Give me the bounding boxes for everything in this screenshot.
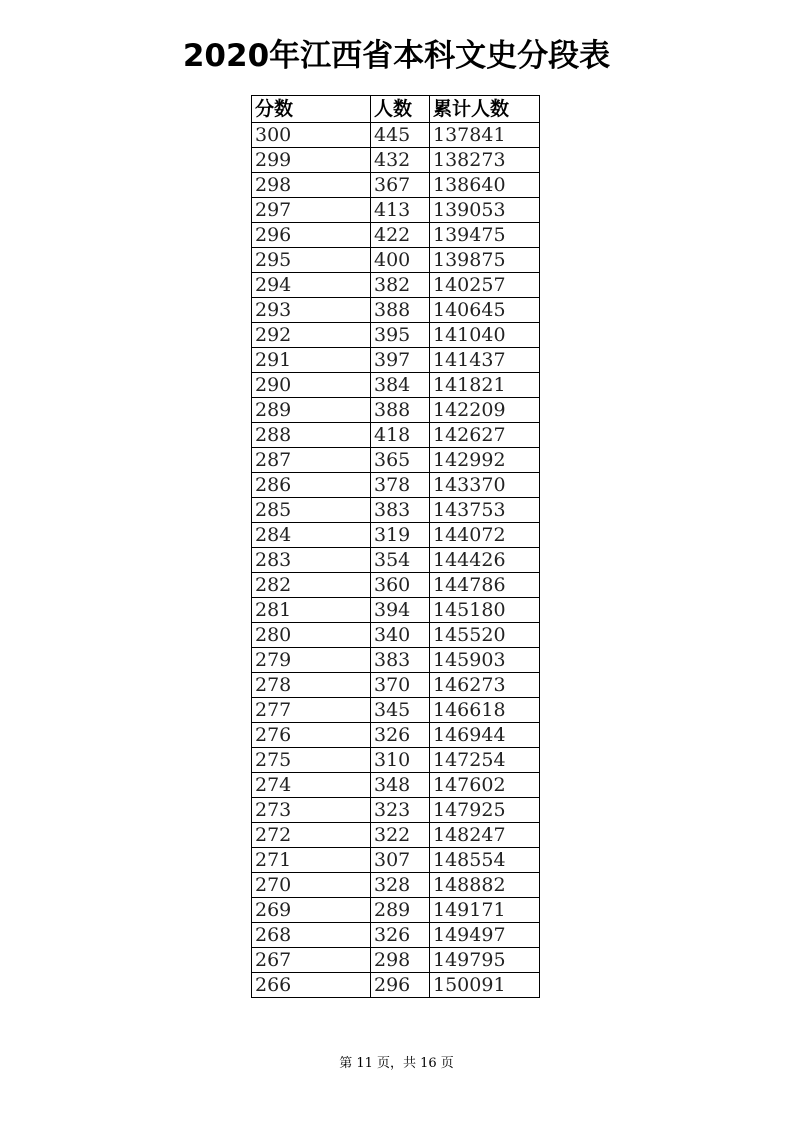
table-row bbox=[252, 198, 540, 223]
cell-score: 280 bbox=[252, 623, 371, 648]
cell-count: 383 bbox=[371, 498, 430, 523]
table-row bbox=[252, 923, 540, 948]
table-row bbox=[252, 173, 540, 198]
cell-score: 284 bbox=[252, 523, 371, 548]
table-row bbox=[252, 948, 540, 973]
cell-cumulative: 144786 bbox=[430, 573, 540, 598]
table-row bbox=[252, 248, 540, 273]
table-row bbox=[252, 848, 540, 873]
cell-cumulative: 139053 bbox=[430, 198, 540, 223]
cell-count: 345 bbox=[371, 698, 430, 723]
cell-count: 298 bbox=[371, 948, 430, 973]
cell-score: 273 bbox=[252, 798, 371, 823]
cell-cumulative: 146944 bbox=[430, 723, 540, 748]
cell-score: 269 bbox=[252, 898, 371, 923]
cell-count: 326 bbox=[371, 723, 430, 748]
cell-count: 432 bbox=[371, 148, 430, 173]
cell-count: 394 bbox=[371, 598, 430, 623]
cell-cumulative: 140257 bbox=[430, 273, 540, 298]
table-row bbox=[252, 498, 540, 523]
cell-score: 288 bbox=[252, 423, 371, 448]
cell-score: 267 bbox=[252, 948, 371, 973]
table-row bbox=[252, 548, 540, 573]
cell-count: 365 bbox=[371, 448, 430, 473]
cell-score: 272 bbox=[252, 823, 371, 848]
table-row bbox=[252, 348, 540, 373]
cell-cumulative: 138640 bbox=[430, 173, 540, 198]
header-score: 分数 bbox=[252, 96, 371, 123]
cell-cumulative: 143753 bbox=[430, 498, 540, 523]
cell-count: 370 bbox=[371, 673, 430, 698]
cell-count: 323 bbox=[371, 798, 430, 823]
table-header bbox=[252, 96, 540, 123]
cell-score: 293 bbox=[252, 298, 371, 323]
table-row bbox=[252, 323, 540, 348]
cell-count: 360 bbox=[371, 573, 430, 598]
cell-cumulative: 147925 bbox=[430, 798, 540, 823]
cell-cumulative: 142627 bbox=[430, 423, 540, 448]
table-row bbox=[252, 748, 540, 773]
cell-score: 298 bbox=[252, 173, 371, 198]
cell-score: 283 bbox=[252, 548, 371, 573]
cell-cumulative: 142992 bbox=[430, 448, 540, 473]
cell-cumulative: 145180 bbox=[430, 598, 540, 623]
header-count: 人数 bbox=[371, 96, 430, 123]
cell-score: 297 bbox=[252, 198, 371, 223]
cell-count: 400 bbox=[371, 248, 430, 273]
table-row bbox=[252, 448, 540, 473]
cell-score: 289 bbox=[252, 398, 371, 423]
cell-cumulative: 147254 bbox=[430, 748, 540, 773]
cell-count: 388 bbox=[371, 398, 430, 423]
cell-score: 290 bbox=[252, 373, 371, 398]
cell-cumulative: 148247 bbox=[430, 823, 540, 848]
table-row bbox=[252, 623, 540, 648]
cell-score: 282 bbox=[252, 573, 371, 598]
cell-count: 289 bbox=[371, 898, 430, 923]
cell-count: 340 bbox=[371, 623, 430, 648]
table-row bbox=[252, 573, 540, 598]
cell-score: 299 bbox=[252, 148, 371, 173]
cell-score: 294 bbox=[252, 273, 371, 298]
cell-score: 300 bbox=[252, 123, 371, 148]
cell-score: 279 bbox=[252, 648, 371, 673]
cell-count: 382 bbox=[371, 273, 430, 298]
cell-cumulative: 141040 bbox=[430, 323, 540, 348]
table-row bbox=[252, 898, 540, 923]
cell-score: 275 bbox=[252, 748, 371, 773]
cell-count: 388 bbox=[371, 298, 430, 323]
table-row bbox=[252, 148, 540, 173]
cell-count: 378 bbox=[371, 473, 430, 498]
cell-count: 418 bbox=[371, 423, 430, 448]
cell-count: 310 bbox=[371, 748, 430, 773]
cell-cumulative: 145903 bbox=[430, 648, 540, 673]
table-row bbox=[252, 673, 540, 698]
cell-count: 413 bbox=[371, 198, 430, 223]
cell-cumulative: 141437 bbox=[430, 348, 540, 373]
cell-cumulative: 149497 bbox=[430, 923, 540, 948]
cell-count: 422 bbox=[371, 223, 430, 248]
table-row bbox=[252, 273, 540, 298]
cell-cumulative: 149171 bbox=[430, 898, 540, 923]
cell-count: 383 bbox=[371, 648, 430, 673]
cell-count: 354 bbox=[371, 548, 430, 573]
table-row bbox=[252, 598, 540, 623]
table-row bbox=[252, 523, 540, 548]
cell-count: 296 bbox=[371, 973, 430, 998]
cell-cumulative: 146273 bbox=[430, 673, 540, 698]
table-row bbox=[252, 648, 540, 673]
table-row bbox=[252, 723, 540, 748]
cell-count: 322 bbox=[371, 823, 430, 848]
cell-score: 270 bbox=[252, 873, 371, 898]
table-row bbox=[252, 223, 540, 248]
table-row bbox=[252, 823, 540, 848]
table-row bbox=[252, 773, 540, 798]
cell-cumulative: 148554 bbox=[430, 848, 540, 873]
table-row bbox=[252, 123, 540, 148]
table-row bbox=[252, 473, 540, 498]
cell-count: 395 bbox=[371, 323, 430, 348]
table-row bbox=[252, 423, 540, 448]
cell-cumulative: 143370 bbox=[430, 473, 540, 498]
cell-cumulative: 144072 bbox=[430, 523, 540, 548]
cell-score: 292 bbox=[252, 323, 371, 348]
cell-cumulative: 150091 bbox=[430, 973, 540, 998]
table-row bbox=[252, 873, 540, 898]
table-row bbox=[252, 973, 540, 998]
table-row bbox=[252, 398, 540, 423]
cell-score: 286 bbox=[252, 473, 371, 498]
cell-count: 319 bbox=[371, 523, 430, 548]
cell-score: 291 bbox=[252, 348, 371, 373]
cell-score: 278 bbox=[252, 673, 371, 698]
cell-count: 384 bbox=[371, 373, 430, 398]
cell-cumulative: 147602 bbox=[430, 773, 540, 798]
cell-score: 295 bbox=[252, 248, 371, 273]
table-row bbox=[252, 698, 540, 723]
cell-cumulative: 139475 bbox=[430, 223, 540, 248]
cell-score: 268 bbox=[252, 923, 371, 948]
cell-score: 285 bbox=[252, 498, 371, 523]
cell-cumulative: 141821 bbox=[430, 373, 540, 398]
cell-cumulative: 138273 bbox=[430, 148, 540, 173]
page-title: 2020年江西省本科文史分段表 bbox=[182, 38, 611, 74]
header-cumulative: 累计人数 bbox=[430, 96, 540, 123]
table-body bbox=[252, 123, 540, 998]
cell-score: 266 bbox=[252, 973, 371, 998]
cell-cumulative: 148882 bbox=[430, 873, 540, 898]
table-row bbox=[252, 373, 540, 398]
table-row bbox=[252, 298, 540, 323]
table-row bbox=[252, 798, 540, 823]
cell-count: 307 bbox=[371, 848, 430, 873]
cell-score: 271 bbox=[252, 848, 371, 873]
score-table bbox=[251, 95, 540, 998]
cell-count: 445 bbox=[371, 123, 430, 148]
cell-cumulative: 140645 bbox=[430, 298, 540, 323]
cell-count: 348 bbox=[371, 773, 430, 798]
cell-count: 397 bbox=[371, 348, 430, 373]
cell-score: 281 bbox=[252, 598, 371, 623]
cell-cumulative: 149795 bbox=[430, 948, 540, 973]
header-row bbox=[252, 96, 540, 123]
page-number: 第 11 页，共 16 页 bbox=[339, 1056, 454, 1071]
cell-cumulative: 137841 bbox=[430, 123, 540, 148]
cell-count: 326 bbox=[371, 923, 430, 948]
cell-cumulative: 139875 bbox=[430, 248, 540, 273]
cell-cumulative: 146618 bbox=[430, 698, 540, 723]
cell-cumulative: 144426 bbox=[430, 548, 540, 573]
cell-score: 296 bbox=[252, 223, 371, 248]
cell-cumulative: 145520 bbox=[430, 623, 540, 648]
cell-count: 328 bbox=[371, 873, 430, 898]
cell-cumulative: 142209 bbox=[430, 398, 540, 423]
cell-score: 277 bbox=[252, 698, 371, 723]
cell-score: 276 bbox=[252, 723, 371, 748]
cell-count: 367 bbox=[371, 173, 430, 198]
cell-score: 287 bbox=[252, 448, 371, 473]
cell-score: 274 bbox=[252, 773, 371, 798]
